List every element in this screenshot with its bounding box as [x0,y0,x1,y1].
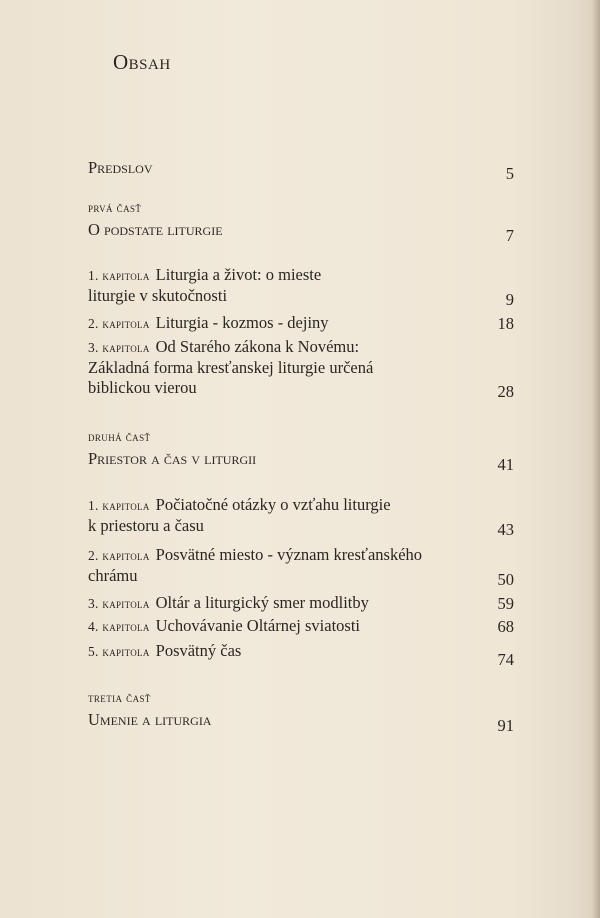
toc-entry-part1[interactable] [88,220,514,245]
toc-entry-chapter[interactable] [88,495,514,539]
entry-title: Predslov [88,158,153,177]
chapter-label: 5. kapitola [88,644,150,659]
entry-page: 5 [505,164,514,183]
toc-entry-chapter[interactable] [88,265,514,309]
entry-title: Priestor a čas v liturgii [88,449,257,468]
part-label: tretia časť [88,690,151,705]
chapter-label: 3. kapitola [88,596,150,611]
entry-title [88,545,448,566]
entry-page: 50 [497,570,514,589]
entry-title [88,641,448,662]
page-edge-shadow [592,0,600,918]
toc-entry-part2[interactable] [88,449,514,474]
toc-entry-chapter[interactable] [88,337,514,401]
toc-entry-predslov[interactable] [88,158,514,183]
chapter-label: 1. kapitola [88,498,150,513]
entry-page: 74 [497,650,514,669]
entry-page: 68 [497,617,514,636]
toc-entry-chapter[interactable] [88,616,514,637]
entry-title [88,616,448,637]
chapter-label: 2. kapitola [88,316,150,331]
entry-page: 41 [497,455,514,474]
entry-title [88,495,448,516]
entry-page: 91 [497,716,514,735]
entry-page: 43 [497,520,514,539]
chapter-label: 1. kapitola [88,268,150,283]
entry-title: O podstate liturgie [88,220,223,239]
chapter-title: Posvätné miesto - význam kresťanského [155,545,423,564]
toc-entry-chapter[interactable] [88,313,514,334]
entry-page: 59 [497,594,514,613]
chapter-title-cont: k priestoru a času [88,516,204,535]
chapter-title: Uchovávanie Oltárnej sviatosti [155,616,360,635]
part-label: druhá časť [88,429,151,444]
part-label: prvá časť [88,200,142,215]
entry-page: 28 [497,382,514,401]
page-title: Obsah [113,50,171,74]
chapter-title: Od Starého zákona k Novému: [155,337,360,356]
chapter-title: Počiatočné otázky o vzťahu liturgie [155,495,391,514]
chapter-title-cont: biblickou vierou [88,378,197,397]
toc-entry-chapter[interactable] [88,545,514,589]
chapter-title-cont: Základná forma kresťanskej liturgie určená [88,358,374,377]
entry-title [88,313,448,334]
chapter-title-cont: chrámu [88,566,138,585]
entry-title [88,265,448,286]
entry-page: 7 [505,226,514,245]
chapter-title: Liturgia - kozmos - dejiny [155,313,329,332]
entry-page: 18 [497,314,514,333]
toc-entry-chapter[interactable] [88,641,514,669]
chapter-label: 4. kapitola [88,619,150,634]
entry-title: Umenie a liturgia [88,710,212,729]
toc-entry-part3[interactable] [88,710,514,735]
chapter-title: Oltár a liturgický smer modlitby [155,593,369,612]
entry-title [88,593,448,614]
entry-page: 9 [505,290,514,309]
toc-entry-chapter[interactable] [88,593,514,614]
chapter-title-cont: liturgie v skutočnosti [88,286,228,305]
entry-title [88,337,448,358]
chapter-label: 3. kapitola [88,340,150,355]
chapter-title: Liturgia a život: o mieste [155,265,322,284]
chapter-label: 2. kapitola [88,548,150,563]
chapter-title: Posvätný čas [155,641,242,660]
